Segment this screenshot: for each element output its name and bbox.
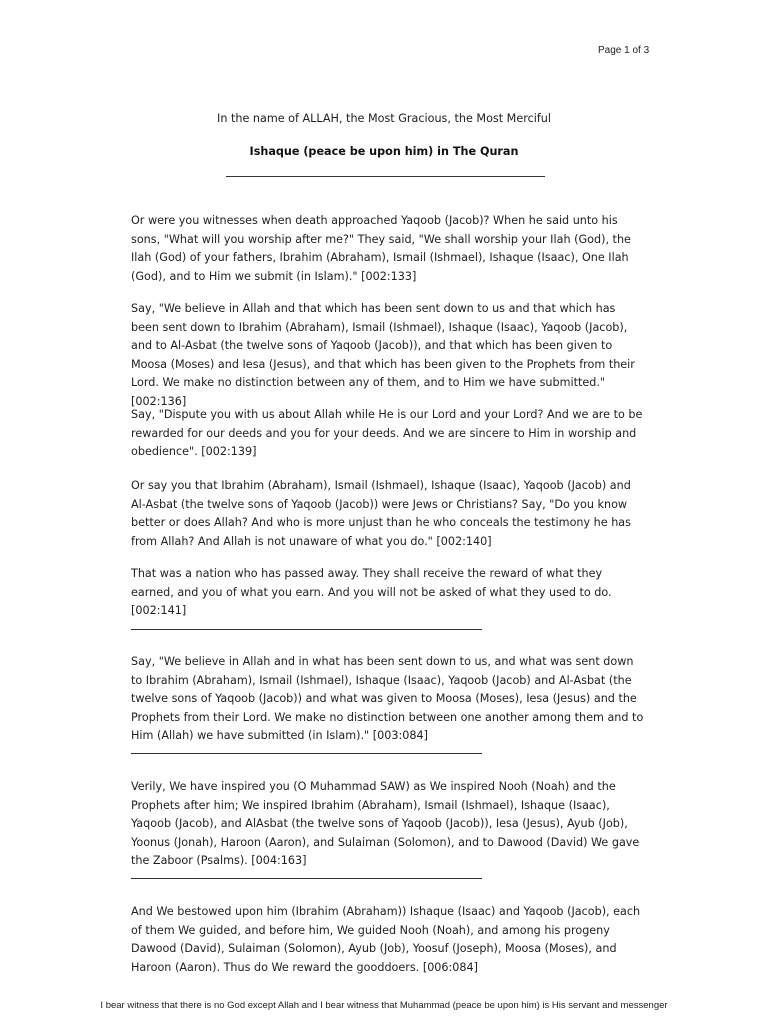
footer-testimony: I bear witness that there is no God except Allah and I bear witness that Muhammad (peace be upon him) is His servant and messenger <box>100 1000 668 1011</box>
bismillah-heading: In the name of ALLAH, the Most Gracious, the Most Merciful <box>217 112 551 125</box>
page-number: Page 1 of 3 <box>598 45 650 56</box>
verse-paragraph-002-141: That was a nation who has passed away. They shall receive the reward of what they earned, and you of what you earn. And you will not be asked of what they used to do. [002:141] <box>131 567 612 617</box>
verse-paragraph-003-084: Say, "We believe in Allah and in what has been sent down to us, and what was sent down to Ibrahim (Abraham), Ismail (Ishmael), Ishaque (Isaac), Yaqoob (Jacob) and Al-Asbat (the twelve sons of Yaqoob (Jacob)) and what was given to Moosa (Moses), Iesa (Jesus) and the Prophets from their Lord. We make no distinction between one another among them and to Him (Allah) we have submitted (in Islam)." [003:084] <box>131 655 644 742</box>
section-divider <box>131 878 482 879</box>
verse-paragraph-002-139: Say, "Dispute you with us about Allah while He is our Lord and your Lord? And we are to be rewarded for our deeds and you for your deeds. And we are sincere to Him in worship and obedience". [002:139] <box>131 408 643 458</box>
verse-paragraph-002-136: Say, "We believe in Allah and that which has been sent down to us and that which has been sent down to Ibrahim (Abraham), Ismail (Ishmael), Ishaque (Isaac), Yaqoob (Jacob), and to Al-Asbat (the twelve sons of Yaqoob (Jacob)), and that which has been given to Moosa (Moses) and Iesa (Jesus), and that which has been given to the Prophets from their Lord. We make no distinction between any of them, and to Him we have submitted." [002:136] <box>131 302 635 408</box>
verse-paragraph-004-163: Verily, We have inspired you (O Muhammad SAW) as We inspired Nooh (Noah) and the Prophets after him; We inspired Ibrahim (Abraham), Ismail (Ishmael), Ishaque (Isaac), Yaqoob (Jacob), and AlAsbat (the twelve sons of Yaqoob (Jacob)), Iesa (Jesus), Ayub (Job), Yoonus (Jonah), Haroon (Aaron), and Sulaiman (Solomon), and to Dawood (David) We gave the Zaboor (Psalms). [004:163] <box>131 780 640 867</box>
document-title: Ishaque (peace be upon him) in The Quran <box>249 145 519 158</box>
section-divider <box>131 629 482 630</box>
verse-paragraph-006-084: And We bestowed upon him (Ibrahim (Abraham)) Ishaque (Isaac) and Yaqoob (Jacob), each of them We guided, and before him, We guided Nooh (Noah), and among his progeny Dawood (David), Sulaiman (Solomon), Ayub (Job), Yoosuf (Joseph), Moosa (Moses), and Haroon (Aaron). Thus do We reward the gooddoers. [006:084] <box>131 905 641 974</box>
title-underline <box>226 176 545 177</box>
verse-paragraph-002-133: Or were you witnesses when death approached Yaqoob (Jacob)? When he said unto his sons, "What will you worship after me?" They said, "We shall worship your Ilah (God), the Ilah (God) of your fathers, Ibrahim (Abraham), Ismail (Ishmael), Ishaque (Isaac), One Ilah (God), and to Him we submit (in Islam)." [002:133] <box>131 214 631 283</box>
section-divider <box>131 753 482 754</box>
verse-paragraph-002-140: Or say you that Ibrahim (Abraham), Ismail (Ishmael), Ishaque (Isaac), Yaqoob (Jacob) and Al-Asbat (the twelve sons of Yaqoob (Jacob)) were Jews or Christians? Say, "Do you know better or does Allah? And who is more unjust than he who conceals the testimony he has from Allah? And Allah is not unaware of what you do." [002:140] <box>131 479 631 548</box>
